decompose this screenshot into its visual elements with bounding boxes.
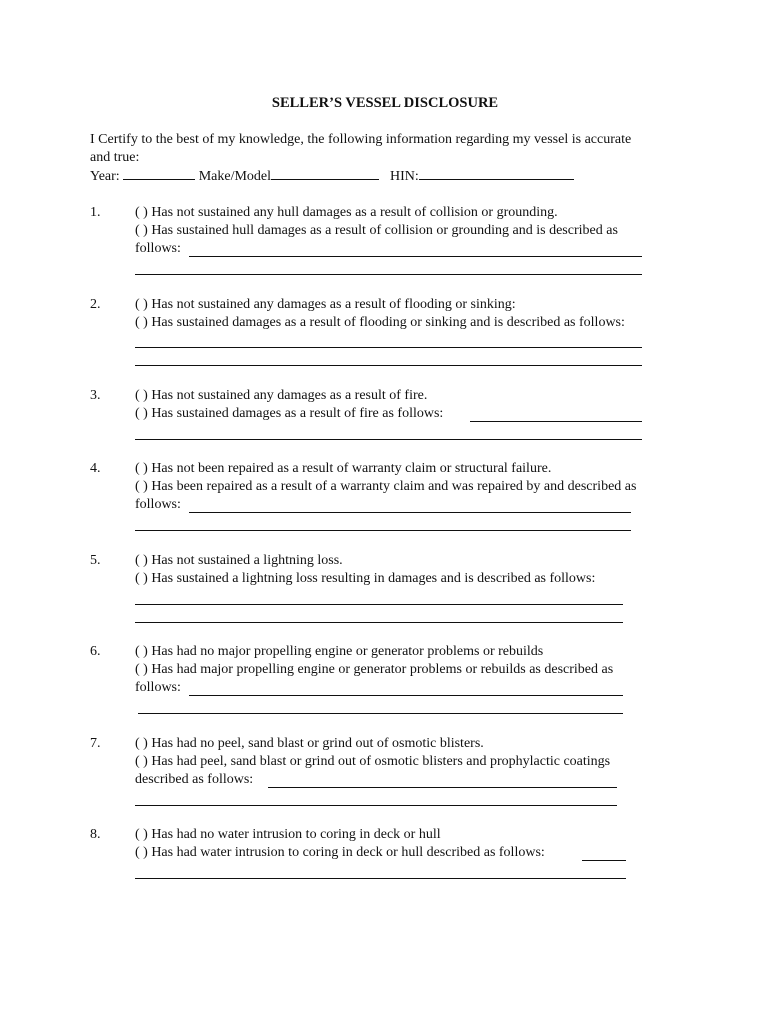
item-7-follows-label: described as follows: (135, 772, 254, 787)
item-3-option-no[interactable]: ( ) Has not sustained any damages as a result of fire. (135, 388, 428, 403)
page-title: SELLER’S VESSEL DISCLOSURE (271, 95, 499, 111)
item-5-option-no[interactable]: ( ) Has not sustained a lightning loss. (135, 553, 343, 568)
item-number: 1. (90, 205, 101, 220)
item-1-answer-line[interactable] (135, 274, 642, 275)
item-7-answer-line[interactable] (268, 787, 617, 788)
item-1-answer-line[interactable] (189, 256, 642, 257)
item-6-follows-label: follows: (135, 680, 181, 695)
item-7-answer-line[interactable] (135, 805, 617, 806)
hin-field[interactable] (419, 167, 574, 180)
item-1-follows-label: follows: (135, 241, 181, 256)
item-3-answer-line[interactable] (135, 439, 642, 440)
year-field[interactable] (123, 167, 195, 180)
make-model-field[interactable] (271, 167, 379, 180)
item-1-option-no[interactable]: ( ) Has not sustained any hull damages as a result of collision or grounding. (135, 205, 558, 220)
item-4-answer-line[interactable] (189, 512, 631, 513)
item-number: 6. (90, 644, 101, 659)
item-number: 7. (90, 736, 101, 751)
hin-label: HIN: (390, 169, 419, 184)
item-6-option-no[interactable]: ( ) Has had no major propelling engine or generator problems or rebuilds (135, 644, 544, 659)
make-model-label: Make/Model (198, 169, 272, 184)
vessel-info-row (90, 167, 574, 186)
item-number: 8. (90, 827, 101, 842)
intro-line-2: and true: (90, 150, 140, 165)
item-number: 3. (90, 388, 101, 403)
item-8-answer-line[interactable] (582, 860, 626, 861)
item-5-answer-line[interactable] (135, 604, 623, 605)
item-6-option-yes[interactable]: ( ) Has had major propelling engine or generator problems or rebuilds as described as (135, 662, 614, 677)
item-number: 4. (90, 461, 101, 476)
year-label: Year: (90, 169, 120, 184)
item-4-option-yes[interactable]: ( ) Has been repaired as a result of a warranty claim and was repaired by and described as (135, 479, 637, 494)
item-4-option-no[interactable]: ( ) Has not been repaired as a result of warranty claim or structural failure. (135, 461, 552, 476)
item-1-option-yes[interactable]: ( ) Has sustained hull damages as a result of collision or grounding and is described as (135, 223, 618, 238)
item-number: 2. (90, 297, 101, 312)
item-2-answer-line[interactable] (135, 347, 642, 348)
item-number: 5. (90, 553, 101, 568)
item-2-answer-line[interactable] (135, 365, 642, 366)
item-6-answer-line[interactable] (138, 713, 623, 714)
item-4-answer-line[interactable] (135, 530, 631, 531)
item-3-answer-line[interactable] (470, 421, 642, 422)
item-5-option-yes[interactable]: ( ) Has sustained a lightning loss resulting in damages and is described as follows: (135, 571, 596, 586)
item-5-answer-line[interactable] (135, 622, 623, 623)
item-7-option-yes[interactable]: ( ) Has had peel, sand blast or grind out of osmotic blisters and prophylactic coatings (135, 754, 611, 769)
item-2-option-no[interactable]: ( ) Has not sustained any damages as a result of flooding or sinking: (135, 297, 516, 312)
item-3-option-yes[interactable]: ( ) Has sustained damages as a result of fire as follows: (135, 406, 444, 421)
item-7-option-no[interactable]: ( ) Has had no peel, sand blast or grind out of osmotic blisters. (135, 736, 484, 751)
item-8-answer-line[interactable] (135, 878, 626, 879)
item-8-option-no[interactable]: ( ) Has had no water intrusion to coring in deck or hull (135, 827, 441, 842)
item-4-follows-label: follows: (135, 497, 181, 512)
intro-line-1: I Certify to the best of my knowledge, the following information regarding my vessel is accurate (90, 132, 632, 147)
item-2-option-yes[interactable]: ( ) Has sustained damages as a result of flooding or sinking and is described as follows: (135, 315, 625, 330)
item-6-answer-line[interactable] (189, 695, 623, 696)
item-8-option-yes[interactable]: ( ) Has had water intrusion to coring in deck or hull described as follows: (135, 845, 545, 860)
